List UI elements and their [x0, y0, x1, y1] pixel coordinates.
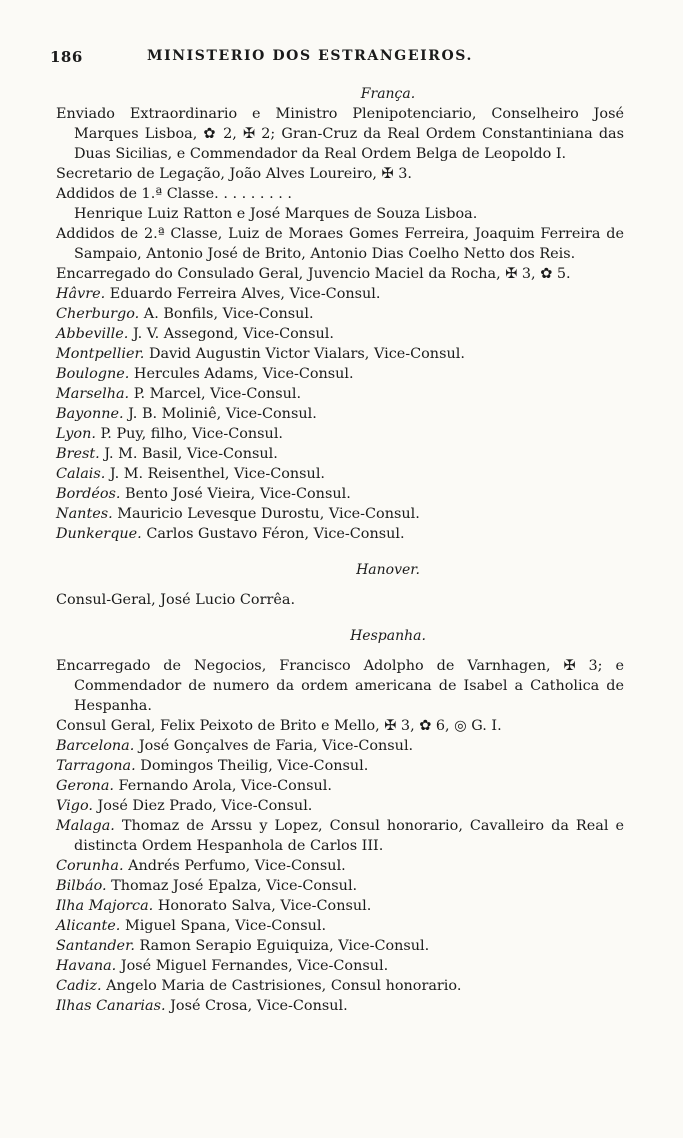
entry-text: P. Puy, filho, Vice-Consul. [95, 426, 283, 442]
place-name: Corunha. [56, 858, 124, 874]
entry-text: Domingos Theilig, Vice-Consul. [135, 758, 369, 774]
place-name: Boulogne. [56, 366, 130, 382]
legation-entry [56, 224, 624, 264]
consul-entry [56, 976, 624, 996]
entry-text: Ramon Serapio Eguiquiza, Vice-Consul. [134, 938, 430, 954]
entry-text: José Gonçalves de Faria, Vice-Consul. [134, 738, 414, 754]
consul-entry [56, 344, 624, 364]
directory-content [56, 84, 624, 1016]
entry-text: Thomaz de Arssu y Lopez, Consul honorario, Cavalleiro da Real e distincta Ordem Hespanhola de Carlos III. [74, 818, 624, 854]
entry-text: Hercules Adams, Vice-Consul. [129, 366, 354, 382]
consul-entry [56, 936, 624, 956]
place-name: Tarragona. [56, 758, 136, 774]
place-name: Havana. [56, 958, 117, 974]
legation-entry [56, 590, 624, 610]
entry-text: J. M. Basil, Vice-Consul. [99, 446, 278, 462]
entry-text: Henrique Luiz Ratton e José Marques de Souza Lisboa. [74, 206, 478, 222]
consul-entry [56, 524, 624, 544]
entry-text: A. Bonfils, Vice-Consul. [139, 306, 314, 322]
place-name: Ilha Majorca. [56, 898, 154, 914]
running-head [50, 48, 630, 70]
place-name: Montpellier. [56, 346, 145, 362]
entry-text: Eduardo Ferreira Alves, Vice-Consul. [105, 286, 381, 302]
place-name: Santander. [56, 938, 135, 954]
consul-entry [56, 284, 624, 304]
entry-text: Secretario de Legação, João Alves Loureiro, ✠ 3. [56, 166, 412, 182]
entry-text: Angelo Maria de Castrisiones, Consul honorario. [101, 978, 462, 994]
consul-entry [56, 484, 624, 504]
entry-text: David Augustin Victor Vialars, Vice-Consul. [144, 346, 465, 362]
consul-entry [56, 384, 624, 404]
place-name: Calais. [56, 466, 106, 482]
entry-text: Honorato Salva, Vice-Consul. [153, 898, 372, 914]
consul-entry [56, 776, 624, 796]
consul-entry [56, 444, 624, 464]
entry-text: José Crosa, Vice-Consul. [165, 998, 348, 1014]
consul-entry [56, 756, 624, 776]
place-name: Gerona. [56, 778, 114, 794]
entry-text: P. Marcel, Vice-Consul. [129, 386, 302, 402]
consul-entry [56, 504, 624, 524]
entry-text: J. V. Assegond, Vice-Consul. [128, 326, 334, 342]
entry-text: Andrés Perfumo, Vice-Consul. [123, 858, 346, 874]
place-name: Marselha. [56, 386, 130, 402]
place-name: Abbeville. [56, 326, 129, 342]
entry-text: Consul-Geral, José Lucio Corrêa. [56, 592, 296, 608]
place-name: Barcelona. [56, 738, 135, 754]
consul-entry [56, 324, 624, 344]
legation-entry [56, 184, 624, 204]
place-name: Cadiz. [56, 978, 102, 994]
entry-text: Fernando Arola, Vice-Consul. [113, 778, 332, 794]
entry-text: Bento José Vieira, Vice-Consul. [120, 486, 351, 502]
place-name: Dunkerque. [56, 526, 142, 542]
entry-text: J. B. Moliniê, Vice-Consul. [123, 406, 317, 422]
consul-entry [56, 896, 624, 916]
consul-entry [56, 464, 624, 484]
place-name: Ilhas Canarias. [56, 998, 166, 1014]
place-name: Lyon. [56, 426, 96, 442]
place-name: Brest. [56, 446, 100, 462]
consul-entry [56, 996, 624, 1016]
entry-text: Miguel Spana, Vice-Consul. [120, 918, 327, 934]
consul-entry [56, 816, 624, 856]
entry-text: Addidos de 1.ª Classe. . . . . . . . . [56, 186, 292, 202]
place-name: Malaga. [56, 818, 115, 834]
section-heading: França. [360, 86, 416, 102]
consul-entry [56, 876, 624, 896]
entry-text: José Miguel Fernandes, Vice-Consul. [116, 958, 389, 974]
entry-text: Thomaz José Epalza, Vice-Consul. [106, 878, 358, 894]
section-heading: Hanover. [356, 562, 420, 578]
consul-entry [56, 796, 624, 816]
consul-entry [56, 736, 624, 756]
consul-entry [56, 424, 624, 444]
place-name: Hâvre. [56, 286, 106, 302]
entry-text: José Diez Prado, Vice-Consul. [92, 798, 313, 814]
entry-text: Consul Geral, Felix Peixoto de Brito e Mello, ✠ 3, ✿ 6, ◎ G. I. [56, 718, 502, 734]
legation-entry [56, 656, 624, 716]
entry-text: Addidos de 2.ª Classe, Luiz de Moraes Gomes Ferreira, Joaquim Ferreira de Sampaio, Antonio José de Brito, Antonio Dias Coelho Netto dos Reis. [56, 226, 624, 262]
entry-text: J. M. Reisenthel, Vice-Consul. [105, 466, 325, 482]
consul-entry [56, 304, 624, 324]
consul-entry [56, 856, 624, 876]
legation-entry [56, 716, 624, 736]
place-name: Cherburgo. [56, 306, 140, 322]
place-name: Bilbáo. [56, 878, 107, 894]
place-name: Vigo. [56, 798, 93, 814]
consul-entry [56, 364, 624, 384]
entry-text: Mauricio Levesque Durostu, Vice-Consul. [112, 506, 420, 522]
place-name: Alicante. [56, 918, 121, 934]
legation-entry [56, 164, 624, 184]
legation-entry [56, 264, 624, 284]
place-name: Nantes. [56, 506, 113, 522]
section-heading: Hespanha. [350, 628, 426, 644]
entry-text: Encarregado do Consulado Geral, Juvencio Maciel da Rocha, ✠ 3, ✿ 5. [56, 266, 571, 282]
entry-text: Enviado Extraordinario e Ministro Plenipotenciario, Conselheiro José Marques Lisboa, ✿ 2, ✠ 2; Gran-Cruz da Real Ordem Constantiniana das Duas Sicilias, e Commendador da Real Ordem Belga de Leopoldo I. [56, 106, 624, 162]
legation-entry [56, 104, 624, 164]
consul-entry [56, 956, 624, 976]
place-name: Bordéos. [56, 486, 121, 502]
consul-entry [56, 404, 624, 424]
page-number: 186 [50, 48, 83, 66]
entry-text: Encarregado de Negocios, Francisco Adolpho de Varnhagen, ✠ 3; e Commendador de numero da ordem americana de Isabel a Catholica de Hespanha. [56, 658, 624, 714]
consul-entry [56, 916, 624, 936]
running-title: MINISTERIO DOS ESTRANGEIROS. [147, 48, 473, 64]
place-name: Bayonne. [56, 406, 124, 422]
entry-text: Carlos Gustavo Féron, Vice-Consul. [141, 526, 405, 542]
legation-entry [56, 204, 624, 224]
